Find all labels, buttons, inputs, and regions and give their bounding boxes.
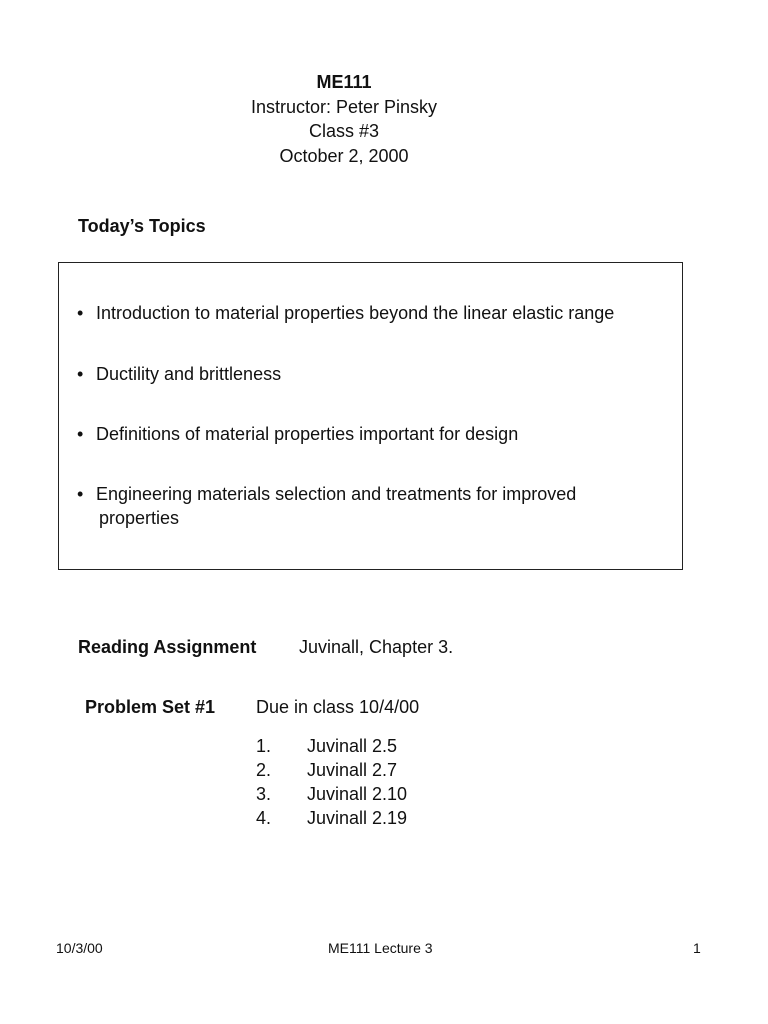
topic-text: Definitions of material properties important for design (96, 424, 519, 444)
list-item (256, 734, 476, 758)
problem-set-label: Problem Set #1 (85, 697, 216, 717)
footer-lecture-title: ME111 Lecture 3 (328, 940, 433, 956)
instructor-line: Instructor: Peter Pinsky (250, 96, 438, 117)
topic-item-4 (77, 482, 677, 530)
reading-assignment-label: Reading Assignment (78, 637, 257, 657)
bullet-icon: • (77, 424, 84, 444)
problem-list (256, 734, 476, 830)
footer-date: 10/3/00 (56, 940, 103, 956)
topic-text: Introduction to material properties beyond the linear elastic range (96, 303, 615, 323)
topic-text-continuation: properties (99, 508, 180, 528)
problem-number: 2. (256, 760, 272, 780)
class-number: Class #3 (308, 121, 380, 141)
topic-text: Engineering materials selection and treatments for improved (96, 484, 577, 504)
problem-number: 3. (256, 784, 272, 804)
bullet-icon: • (77, 484, 84, 504)
course-title: ME111 (316, 72, 372, 92)
reading-assignment-value: Juvinall, Chapter 3. (299, 637, 454, 657)
problem-number: 4. (256, 808, 272, 828)
problem-set-due: Due in class 10/4/00 (256, 697, 420, 717)
list-item (256, 758, 476, 782)
topics-box (58, 262, 683, 570)
problem-text: Juvinall 2.10 (307, 784, 408, 804)
topic-item-3 (77, 422, 677, 446)
topic-item-1 (77, 301, 677, 325)
problem-text: Juvinall 2.19 (307, 808, 408, 828)
topic-text: Ductility and brittleness (96, 364, 282, 384)
bullet-icon: • (77, 364, 84, 384)
topics-heading: Today’s Topics (78, 216, 206, 236)
problem-text: Juvinall 2.7 (307, 760, 398, 780)
document-header (0, 70, 688, 168)
list-item (256, 782, 476, 806)
topic-item-2 (77, 362, 677, 386)
problem-text: Juvinall 2.5 (307, 736, 398, 756)
list-item (256, 806, 476, 830)
footer-page-number: 1 (693, 940, 701, 956)
bullet-icon: • (77, 303, 84, 323)
lecture-date: October 2, 2000 (279, 145, 409, 166)
problem-number: 1. (256, 736, 272, 756)
